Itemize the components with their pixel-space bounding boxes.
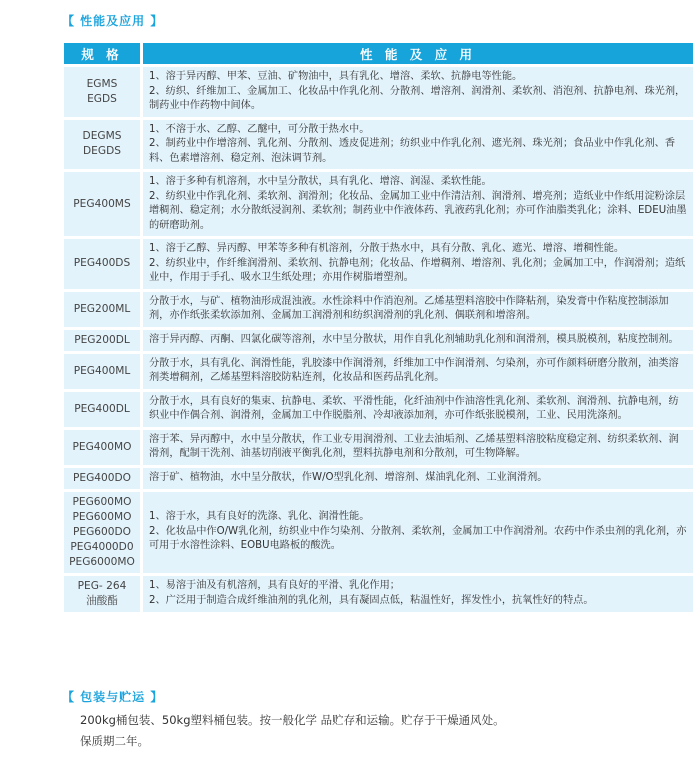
performance-text: 2、纺织业中作乳化剂、柔软剂、润滑剂；化妆品、金属加工业中作清洁剂、润滑剂、增亮剂；造纸业中作纸用淀粉涂层增稠剂、稳定剂；水分散纸浸润剂、柔软剂；制药业中作液体药、乳液药乳化剂；亦可作油脂类乳化；涂料、EDEU油墨的研磨助剂。 <box>149 190 687 231</box>
spec-name: DEGMS <box>82 130 122 143</box>
performance-cell <box>143 430 693 465</box>
performance-cell <box>143 330 693 351</box>
table-row <box>64 576 693 612</box>
table-row <box>64 392 693 427</box>
performance-text: 2、广泛用于制造合成纤维油剂的乳化剂，具有凝固点低，粘温性好，挥发性小，抗氧性好的特点。 <box>149 594 594 606</box>
performance-text: 1、溶于异丙醇、甲苯、豆油、矿物油中，具有乳化、增溶、柔软、抗静电等性能。 <box>149 71 523 82</box>
packaging-text-line2: 保质期二年。 <box>80 734 149 748</box>
performance-text: 分散于水，与矿、植物油形成混浊液。水性涂料中作消泡剂。乙烯基塑料溶胶中作降粘剂，染发膏中作粘度控制添加剂，亦作纸张柔软添加剂、金属加工润滑剂和纺织润滑剂的乳化剂、偶联剂和增溶剂。 <box>149 295 669 321</box>
spec-cell <box>64 576 143 612</box>
table-row <box>64 239 693 289</box>
spec-cell <box>64 330 143 351</box>
spec-name: PEG400MO <box>72 440 132 453</box>
spec-name: 油酸酯 <box>86 594 118 607</box>
table-row <box>64 120 693 170</box>
table-row <box>64 330 693 351</box>
spec-name: PEG600DO <box>72 525 131 538</box>
performance-text: 1、易溶于油及有机溶剂，具有良好的平滑、乳化作用； <box>149 580 400 591</box>
spec-name: PEG- 264 <box>77 579 127 592</box>
performance-text: 2、制药业中作增溶剂、乳化剂、分散剂、透皮促进剂；纺织业中作乳化剂、遮光剂、珠光剂；食品业中作乳化剂、香料、色素增溶剂、稳定剂、泡沫调节剂。 <box>149 138 676 164</box>
performance-cell <box>143 292 693 327</box>
spec-cell <box>64 392 143 427</box>
performance-cell <box>143 576 693 612</box>
spec-name: PEG200ML <box>73 302 131 315</box>
spec-table <box>64 40 693 615</box>
spec-name: PEG400DL <box>74 402 130 415</box>
spec-name: EGMS <box>86 77 118 90</box>
table-row <box>64 292 693 327</box>
spec-name: PEG400DO <box>72 471 131 484</box>
table-row <box>64 354 693 389</box>
performance-cell <box>143 354 693 389</box>
spec-cell <box>64 172 143 236</box>
spec-name: EGDS <box>87 92 117 105</box>
performance-text: 2、纺织、纤维加工、金属加工、化妆品中作乳化剂、分散剂、增溶剂、润滑剂、柔软剂、消泡剂、抗静电剂、珠光剂，制药业中作药物中间体。 <box>149 85 686 111</box>
performance-text: 溶于异丙醇、丙酮、四氯化碳等溶剂，水中呈分散状，用作自乳化剂辅助乳化剂和润滑剂，模具脱模剂，粘度控制剂。 <box>149 333 679 345</box>
spec-cell <box>64 292 143 327</box>
performance-cell <box>143 392 693 427</box>
spec-name: PEG600MO <box>72 495 132 508</box>
table-row <box>64 430 693 465</box>
spec-cell <box>64 468 143 489</box>
spec-cell <box>64 120 143 170</box>
performance-cell <box>143 468 693 489</box>
performance-cell <box>143 120 693 170</box>
performance-text: 分散于水，具有乳化、润滑性能，乳胶漆中作润滑剂，纤维加工中作润滑剂、匀染剂，亦可作颜料研磨分散剂，油类溶剂类增稠剂，乙烯基塑料溶胶防粘连剂，化妆品和医药品乳化剂。 <box>149 357 679 383</box>
performance-text: 1、溶于乙醇、异丙醇、甲苯等多种有机溶剂，分散于热水中，具有分散、乳化、遮光、增溶、增稠性能。 <box>149 243 625 254</box>
spec-cell <box>64 354 143 389</box>
performance-cell <box>143 239 693 289</box>
performance-text: 1、不溶于水、乙醇、乙醚中，可分散于热水中。 <box>149 123 370 135</box>
header-performance: 性 能 及 应 用 <box>143 43 693 64</box>
table-row <box>64 468 693 489</box>
packaging-section-title: 【 包装与贮运 】 <box>62 690 164 704</box>
performance-cell <box>143 67 693 117</box>
performance-cell <box>143 172 693 236</box>
performance-text: 分散于水，具有良好的集束、抗静电、柔软、平滑性能，化纤油剂中作油溶性乳化剂、柔软剂、润滑剂、抗静电剂，纺织业中作偶合剂、润滑剂，金属加工中作脱脂剂、冷却液添加剂，亦可作纸张脱模剂，工业、民用洗涤剂。 <box>149 395 679 421</box>
performance-text: 1、溶于水，具有良好的洗涤、乳化、润滑性能。 <box>149 511 370 523</box>
spec-name: PEG400MS <box>73 197 131 210</box>
header-spec: 规 格 <box>64 43 143 64</box>
performance-cell <box>143 492 693 573</box>
performance-text: 溶于矿、植物油，水中呈分散状，作W/O型乳化剂、增溶剂、煤油乳化剂、工业润滑剂。 <box>149 471 548 483</box>
spec-cell <box>64 67 143 117</box>
packaging-text-line1: 200kg桶包装、50kg塑料桶包装。按一般化学 品贮存和运输。贮存于干燥通风处。 <box>80 713 505 727</box>
spec-name: PEG400ML <box>73 364 131 377</box>
performance-text: 2、纺织业中，作纤维润滑剂、柔软剂、抗静电剂；化妆品、作增稠剂、增溶剂、乳化剂；金属加工中，作润滑剂；造纸业中，作用于手孔、吸水卫生纸处理；亦用作树脂增塑剂。 <box>149 257 686 283</box>
spec-name: PEG4000D0 <box>70 540 134 553</box>
performance-section-title: 【 性能及应用 】 <box>62 14 164 28</box>
performance-text: 1、溶于多种有机溶剂，水中呈分散状，具有乳化、增溶、润湿、柔软性能。 <box>149 176 492 187</box>
performance-text: 溶于苯、异丙醇中，水中呈分散状，作工业专用润滑剂、工业去油垢剂、乙烯基塑料溶胶粘度稳定剂、纺织柔软剂、润滑剂，配制干洗剂、油基切削液平衡乳化剂，塑料抗静电剂和分散剂，可生物降解。 <box>149 433 679 459</box>
table-row <box>64 492 693 573</box>
spec-name: PEG6000MO <box>69 555 135 568</box>
table-header-row <box>64 43 693 64</box>
spec-cell <box>64 492 143 573</box>
table-body <box>64 67 693 612</box>
performance-text: 2、化妆品中作O/W乳化剂，纺织业中作匀染剂、分散剂、柔软剂，金属加工中作润滑剂。农药中作杀虫剂的乳化剂，亦可用于水溶性涂料、EOBU电路板的酸洗。 <box>149 525 687 552</box>
spec-cell <box>64 239 143 289</box>
spec-name: DEGDS <box>83 145 121 158</box>
spec-cell <box>64 430 143 465</box>
spec-name: PEG200DL <box>74 333 130 346</box>
spec-name: PEG400DS <box>73 257 131 270</box>
spec-name: PEG600MO <box>72 510 132 523</box>
table-row <box>64 172 693 236</box>
table-row <box>64 67 693 117</box>
